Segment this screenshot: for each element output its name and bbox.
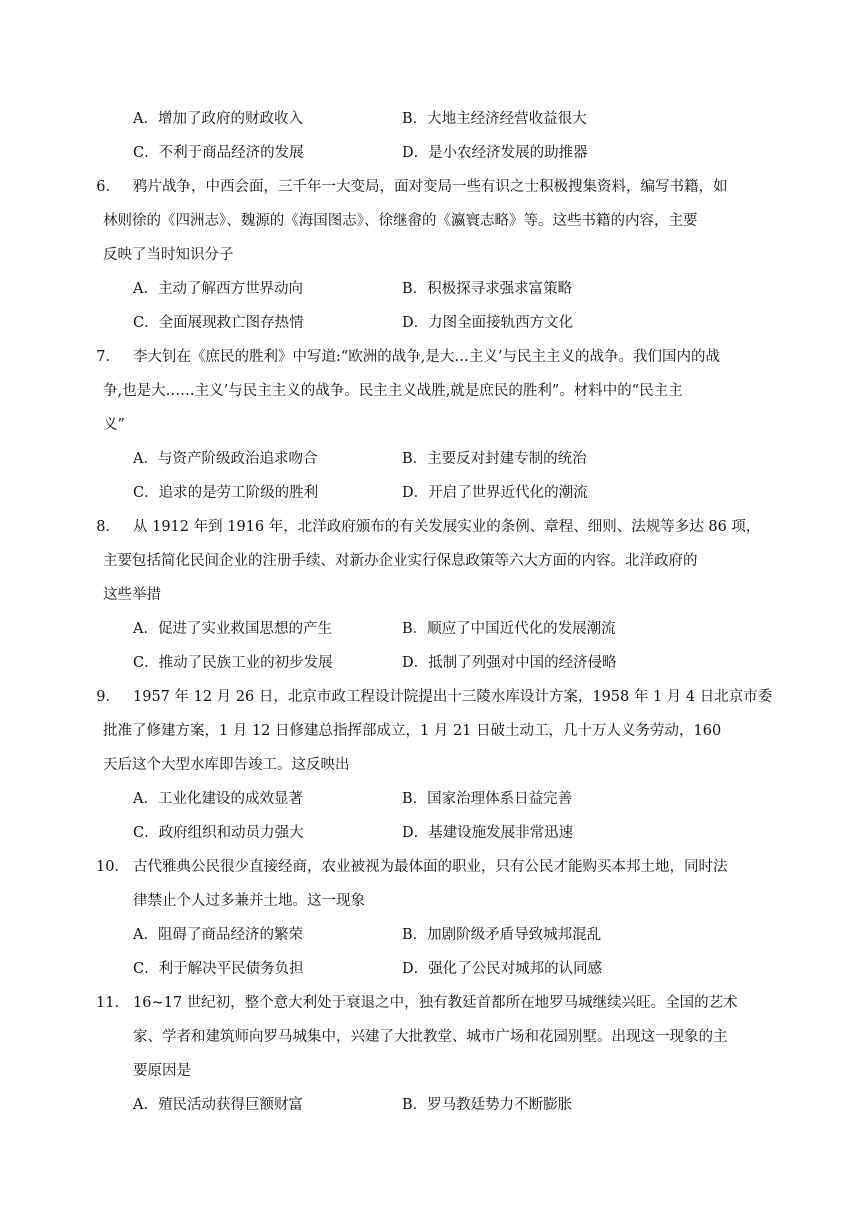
option-b: B．顺应了中国近代化的发展潮流 [402,621,616,637]
option-d: D．基建设施发展非常迅速 [402,825,574,841]
question-number: 9． [96,689,120,705]
option-a: A．主动了解西方世界动向 [133,281,303,297]
question-stem-line: 16~17 世纪初，整个意大利处于衰退之中，独有教廷首都所在地罗马城继续兴旺。全国的艺术 [133,995,738,1011]
top-option-c: C．不利于商品经济的发展 [133,145,304,161]
option-a: A．促进了实业救国思想的产生 [133,621,332,637]
question-stem-line: 争,也是大……主义’与民主主义的战争。民主主义战胜,就是庶民的胜利”。材料中的“民主主 [103,383,683,399]
question-stem-line: 李大钊在《庶民的胜利》中写道:“欧洲的战争,是大…主义’与民主主义的战争。我们国内的战 [133,349,721,365]
option-d: D．力图全面接轨西方文化 [402,315,574,331]
option-d: D．强化了公民对城邦的认同感 [402,961,603,977]
top-option-b: B．大地主经济经营收益很大 [402,111,587,127]
question-stem-line: 反映了当时知识分子 [103,247,234,263]
option-c: C．追求的是劳工阶级的胜利 [133,485,319,501]
question-number: 10． [96,859,129,875]
question-stem-line: 主要包括简化民间企业的注册手续、对新办企业实行保息政策等六大方面的内容。北洋政府的 [103,553,698,569]
question-number: 11． [96,995,129,1011]
question-stem-line: 林则徐的《四洲志》、魏源的《海国图志》、徐继畲的《瀛寰志略》等。这些书籍的内容，主要 [103,213,698,229]
option-c: C．推动了民族工业的初步发展 [133,655,333,671]
option-a: A．阻碍了商品经济的繁荣 [133,927,303,943]
option-c: C．政府组织和动员力强大 [133,825,304,841]
option-c: C．全面展现救亡图存热情 [133,315,304,331]
question-stem-line: 家、学者和建筑师向罗马城集中，兴建了大批教堂、城市广场和花园别墅。出现这一现象的主 [133,1029,728,1045]
option-b: B．罗马教廷势力不断膨胀 [402,1097,573,1113]
question-number: 8． [96,519,120,535]
question-stem-line: 天后这个大型水库即告竣工。这反映出 [103,757,350,773]
question-stem-line: 古代雅典公民很少直接经商，农业被视为最体面的职业，只有公民才能购买本邦土地，同时法 [133,859,728,875]
option-d: D．开启了世界近代化的潮流 [402,485,588,501]
top-option-d: D．是小农经济发展的助推器 [402,145,588,161]
option-a: A．殖民活动获得巨额财富 [133,1097,303,1113]
question-stem-line: 从 1912 年到 1916 年，北洋政府颁布的有关发展实业的条例、章程、细则、法规等多达 86 项， [133,519,761,535]
question-stem-line: 批准了修建方案，1 月 12 日修建总指挥部成立，1 月 21 日破土动工，几十万人义务劳动，160 [103,723,722,739]
question-stem-line: 律禁止个人过多兼并土地。这一现象 [133,893,365,909]
option-d: D．抵制了列强对中国的经济侵略 [402,655,617,671]
question-stem-line: 1957 年 12 月 26 日，北京市政工程设计院提出十三陵水库设计方案，1958 年 1 月 4 日北京市委 [133,689,773,705]
option-b: B．主要反对封建专制的统治 [402,451,587,467]
option-c: C．利于解决平民债务负担 [133,961,304,977]
option-b: B．加剧阶级矛盾导致城邦混乱 [402,927,602,943]
question-stem-line: 义” [103,417,125,433]
option-b: B．积极探寻求强求富策略 [402,281,573,297]
option-a: A．与资产阶级政治追求吻合 [133,451,318,467]
question-stem-line: 鸦片战争，中西会面，三千年一大变局，面对变局一些有识之士积极搜集资料，编写书籍，如 [133,179,728,195]
option-a: A．工业化建设的成效显著 [133,791,303,807]
question-stem-line: 要原因是 [133,1063,191,1079]
option-b: B．国家治理体系日益完善 [402,791,573,807]
question-number: 7． [96,349,120,365]
top-option-a: A．增加了政府的财政收入 [133,111,303,127]
question-number: 6． [96,179,120,195]
question-stem-line: 这些举措 [103,587,161,603]
